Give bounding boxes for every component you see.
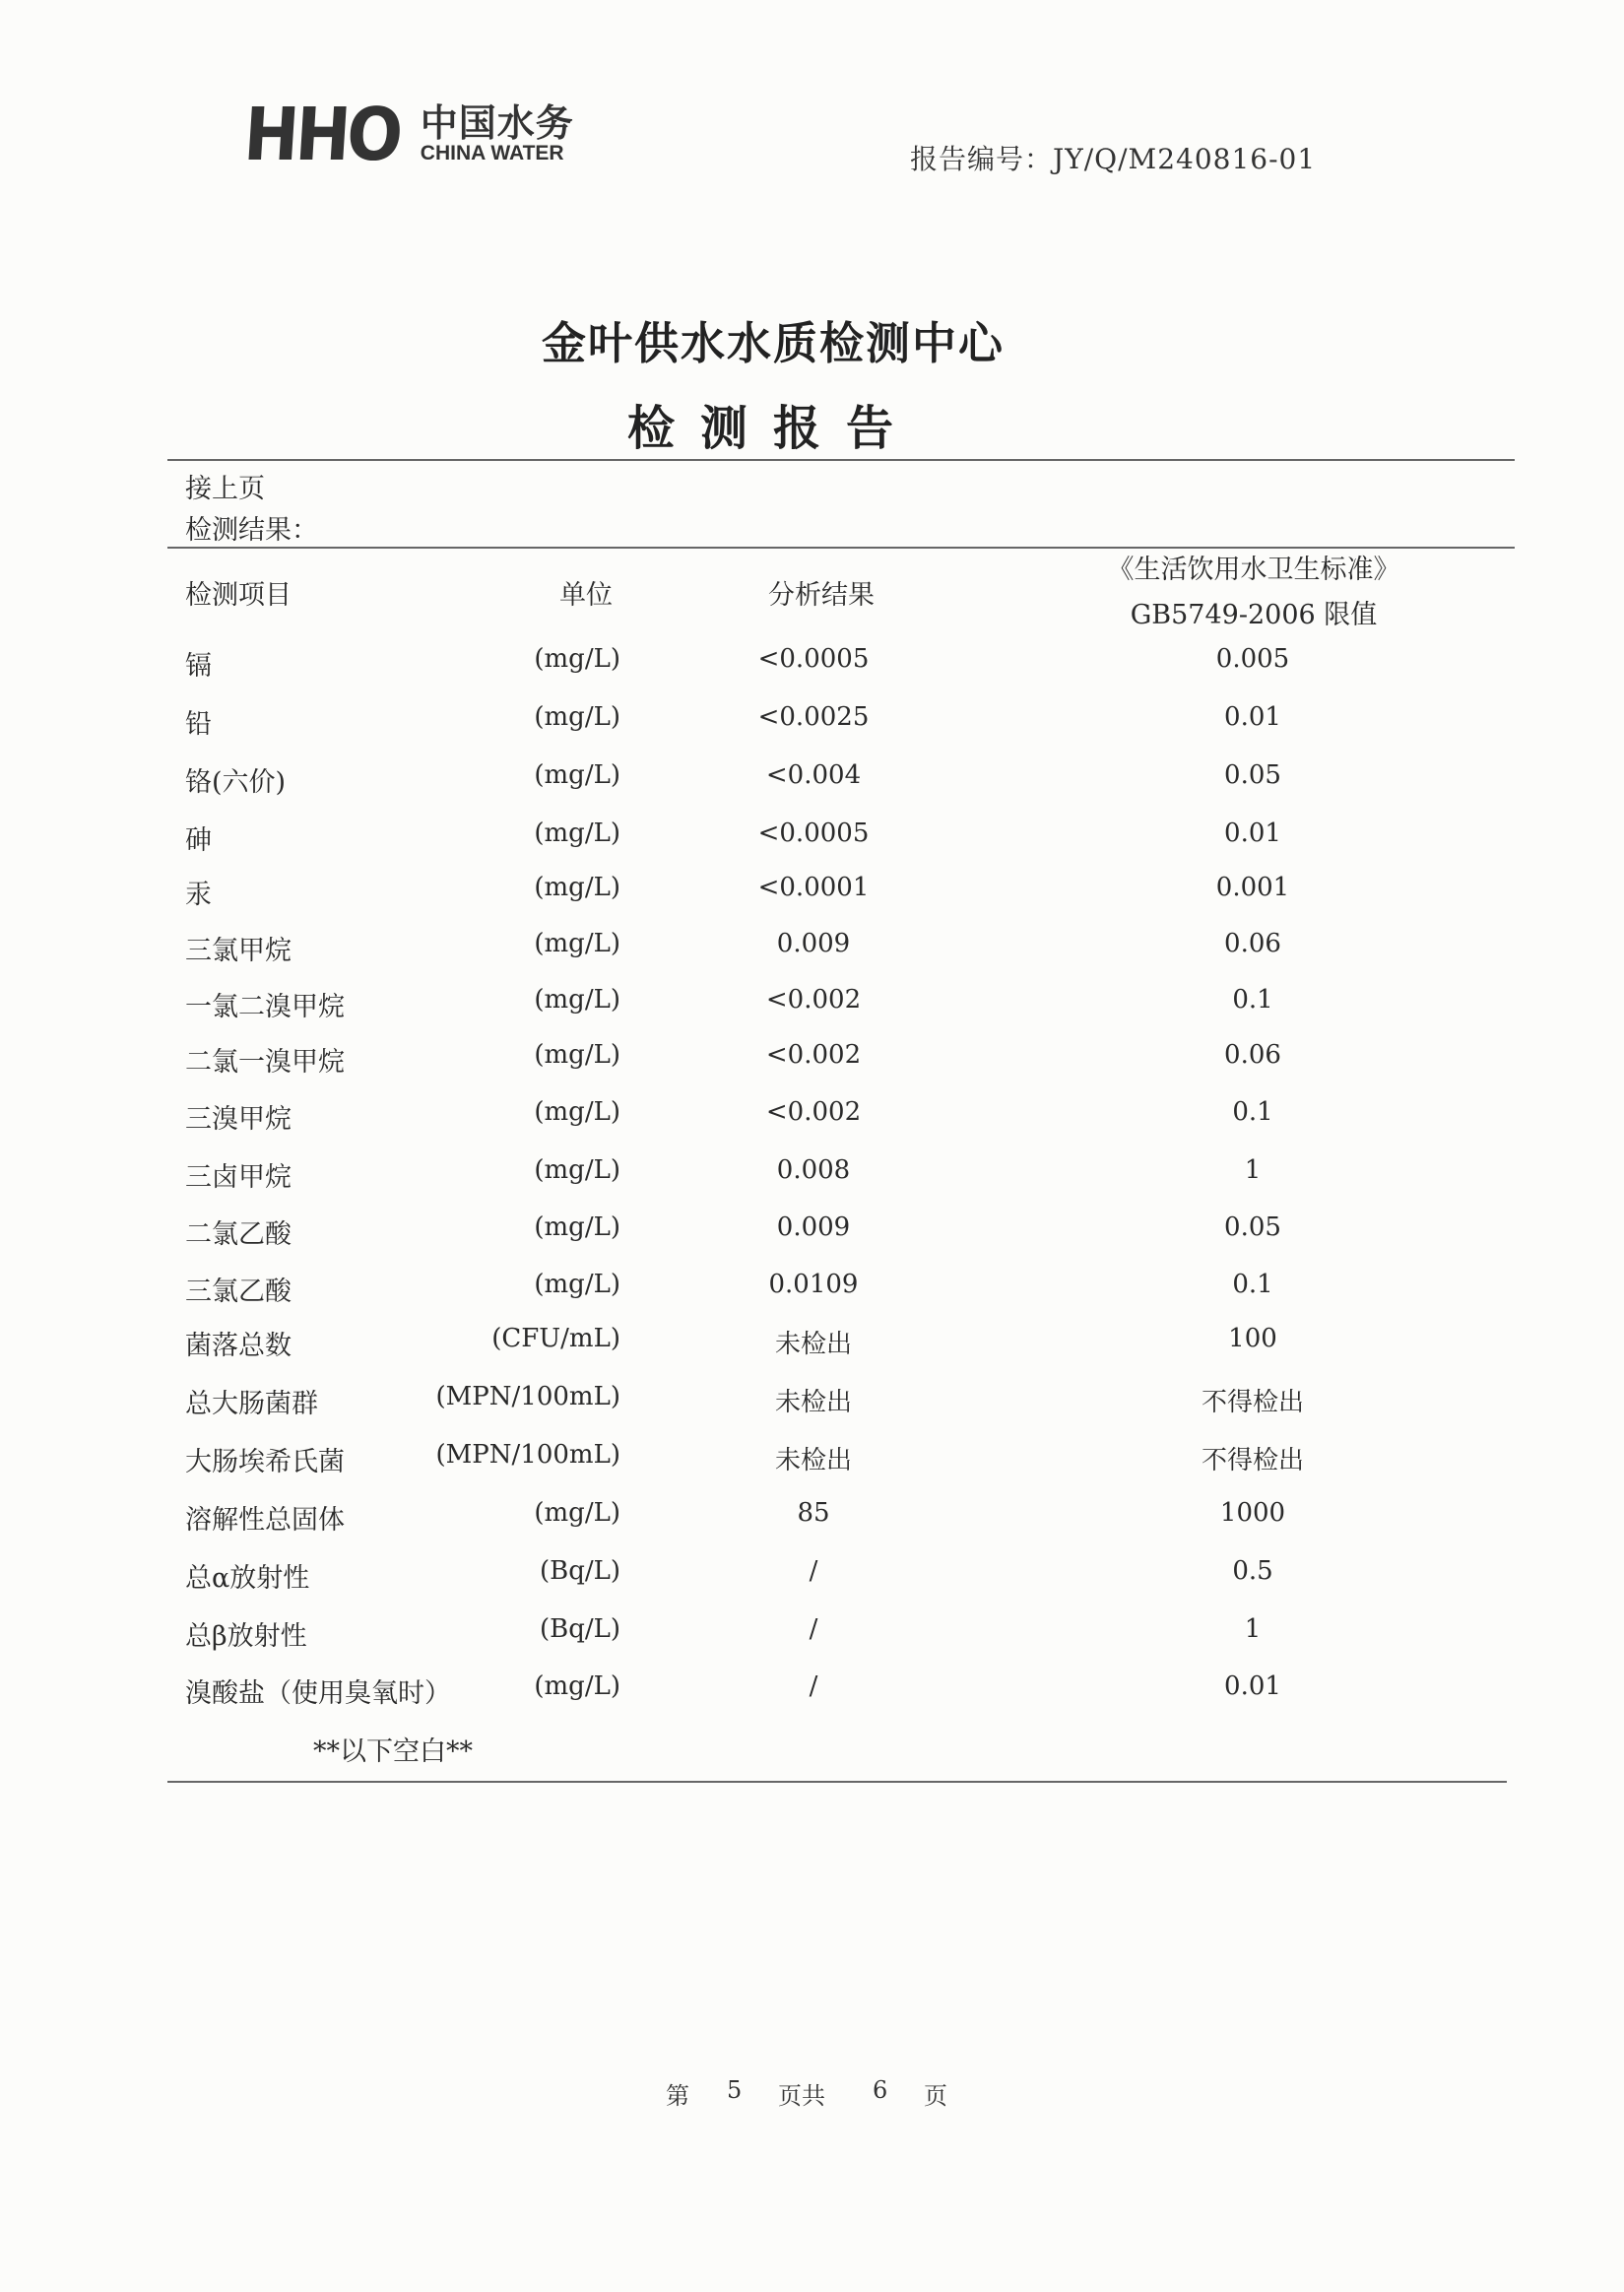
cell-result: / [809, 1671, 818, 1701]
table-row [0, 819, 1624, 858]
company-logo [241, 93, 574, 177]
table-row [0, 1671, 1624, 1711]
page-suffix: 页 [924, 2082, 947, 2110]
logo-mark: HHO [241, 93, 403, 177]
standard-name: 《生活饮用水卫生标准》 [1107, 555, 1400, 585]
cell-result: <0.0025 [757, 702, 870, 732]
cell-item: 总β放射性 [185, 1621, 307, 1652]
cell-item: 汞 [185, 880, 212, 910]
cell-unit: (MPN/100mL) [435, 1382, 620, 1411]
table-row [0, 1155, 1624, 1195]
bottom-divider [167, 1781, 1507, 1783]
cell-unit: (Bq/L) [539, 1614, 620, 1644]
cell-unit: (mg/L) [534, 1097, 620, 1127]
cell-unit: (MPN/100mL) [435, 1440, 620, 1470]
cell-limit: 0.1 [1232, 985, 1273, 1015]
table-row [0, 1212, 1624, 1252]
cell-limit: 0.05 [1224, 760, 1281, 790]
cell-item: 二氯一溴甲烷 [185, 1047, 345, 1078]
page-prefix: 第 [666, 2082, 689, 2110]
cell-result: / [809, 1556, 818, 1586]
page-current: 5 [727, 2076, 743, 2104]
cell-item: 大肠埃希氏菌 [185, 1447, 345, 1477]
cell-limit: 不得检出 [1201, 1446, 1304, 1475]
cell-result: <0.002 [765, 1040, 862, 1070]
cell-result: 0.009 [776, 929, 851, 958]
cell-limit: 1000 [1219, 1498, 1286, 1528]
cell-unit: (mg/L) [534, 985, 620, 1015]
cell-result: / [809, 1614, 818, 1644]
cell-limit: 0.01 [1224, 819, 1281, 848]
cell-limit: 1 [1244, 1614, 1262, 1644]
cell-result: 未检出 [774, 1446, 852, 1475]
cell-unit: (mg/L) [534, 760, 620, 790]
cell-unit: (mg/L) [534, 1498, 620, 1528]
cell-result: 0.0109 [768, 1270, 859, 1299]
cell-result: <0.0005 [757, 644, 870, 674]
table-row [0, 1498, 1624, 1538]
cell-limit: 0.001 [1215, 873, 1290, 902]
table-row [0, 873, 1624, 912]
cell-unit: (mg/L) [534, 1270, 620, 1299]
cell-limit: 0.05 [1224, 1212, 1281, 1242]
top-divider [167, 459, 1515, 461]
cell-item: 总大肠菌群 [185, 1389, 318, 1419]
cell-unit: (CFU/mL) [491, 1324, 620, 1353]
cell-limit: 0.005 [1215, 644, 1290, 674]
logo-en: CHINA WATER [420, 142, 564, 165]
column-header-standard [1056, 548, 1452, 638]
table-row [0, 1324, 1624, 1363]
cell-limit: 100 [1228, 1324, 1277, 1353]
cell-unit: (mg/L) [534, 1671, 620, 1701]
cell-limit: 0.01 [1224, 702, 1281, 732]
column-header-result: 分析结果 [768, 580, 875, 611]
report-number: 报告编号：JY/Q/M240816-01 [910, 143, 1317, 175]
cell-item: 三氯乙酸 [185, 1277, 292, 1307]
cell-limit: 0.01 [1224, 1671, 1281, 1701]
end-note: **以下空白** [313, 1736, 473, 1767]
results-label: 检测结果： [185, 515, 318, 546]
cell-result: 0.008 [776, 1155, 851, 1185]
cell-result: 85 [797, 1498, 830, 1528]
cell-item: 一氯二溴甲烷 [185, 992, 345, 1022]
table-row [0, 1270, 1624, 1309]
standard-code: GB5749-2006 限值 [1130, 600, 1378, 630]
cell-item: 溶解性总固体 [185, 1505, 345, 1536]
cell-item: 砷 [185, 825, 212, 856]
cell-result: 未检出 [774, 1388, 852, 1417]
cell-unit: (mg/L) [534, 644, 620, 674]
cell-limit: 0.1 [1232, 1270, 1273, 1299]
cell-result: <0.002 [765, 985, 862, 1015]
page-total: 6 [873, 2076, 888, 2104]
cell-item: 镉 [185, 651, 212, 682]
cell-limit: 0.5 [1232, 1556, 1273, 1586]
page-middle: 页共 [778, 2082, 825, 2110]
cell-item: 总α放射性 [185, 1563, 310, 1594]
cell-unit: (mg/L) [534, 702, 620, 732]
cell-unit: (mg/L) [534, 1212, 620, 1242]
report-subtitle: 检测报告 [626, 401, 919, 456]
table-row [0, 702, 1624, 742]
cell-item: 溴酸盐（使用臭氧时） [185, 1678, 451, 1709]
table-row [0, 1382, 1624, 1421]
table-row [0, 1097, 1624, 1137]
cell-limit: 0.06 [1224, 929, 1281, 958]
cell-item: 菌落总数 [185, 1331, 292, 1361]
cell-result: 0.009 [776, 1212, 851, 1242]
table-row [0, 760, 1624, 800]
column-header-unit: 单位 [559, 580, 613, 611]
cell-item: 三氯甲烷 [185, 936, 292, 966]
report-title: 金叶供水水质检测中心 [541, 317, 1005, 369]
cell-limit: 1 [1244, 1155, 1262, 1185]
table-row [0, 1556, 1624, 1596]
cell-item: 铅 [185, 709, 212, 740]
cell-limit: 不得检出 [1201, 1388, 1304, 1417]
logo-cn: 中国水务 [420, 101, 574, 146]
cell-unit: (mg/L) [534, 1155, 620, 1185]
cell-result: <0.002 [765, 1097, 862, 1127]
logo-text [420, 101, 574, 165]
cell-item: 三溴甲烷 [185, 1104, 292, 1135]
cell-limit: 0.1 [1232, 1097, 1273, 1127]
cell-result: 未检出 [774, 1330, 852, 1359]
table-row [0, 985, 1624, 1024]
cell-unit: (mg/L) [534, 819, 620, 848]
cell-unit: (Bq/L) [539, 1556, 620, 1586]
table-row [0, 644, 1624, 684]
cell-unit: (mg/L) [534, 873, 620, 902]
cell-item: 三卤甲烷 [185, 1162, 292, 1193]
continued-label: 接上页 [185, 474, 265, 504]
table-row [0, 1040, 1624, 1080]
cell-result: <0.0001 [757, 873, 870, 902]
column-header-item: 检测项目 [185, 580, 292, 611]
cell-item: 铬(六价) [185, 767, 287, 798]
table-row [0, 929, 1624, 968]
table-row [0, 1440, 1624, 1479]
table-row [0, 1614, 1624, 1654]
cell-item: 二氯乙酸 [185, 1219, 292, 1250]
cell-result: <0.004 [765, 760, 862, 790]
cell-unit: (mg/L) [534, 929, 620, 958]
cell-limit: 0.06 [1224, 1040, 1281, 1070]
cell-unit: (mg/L) [534, 1040, 620, 1070]
cell-result: <0.0005 [757, 819, 870, 848]
